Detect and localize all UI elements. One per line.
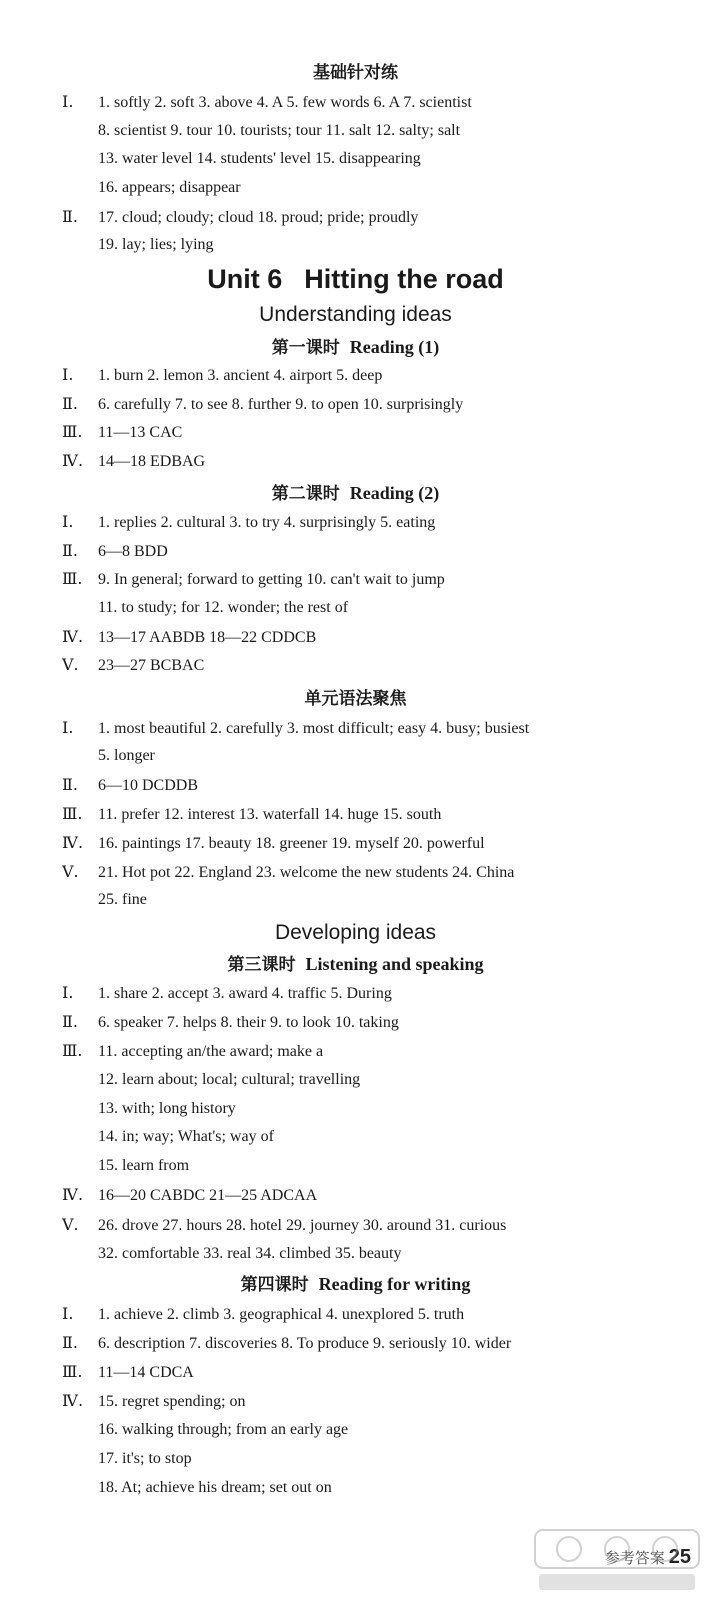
answer-line: [62, 626, 316, 649]
roman-numeral: Ⅰ.: [62, 365, 74, 384]
answer-line: [62, 511, 435, 534]
watermark-logo-icon: [529, 1526, 705, 1596]
section-title-grammar: 单元语法聚焦: [304, 689, 407, 709]
answer-line: [98, 1126, 274, 1148]
answer-line: [62, 861, 514, 884]
answer-text: 11—14 CDCA: [98, 1364, 194, 1381]
answer-line: [62, 982, 392, 1005]
roman-numeral: Ⅳ.: [62, 833, 84, 852]
answer-text: 16—20 CABDC 21—25 ADCAA: [98, 1187, 318, 1204]
answer-text: 16. walking through; from an early age: [98, 1421, 349, 1438]
roman-numeral: Ⅰ.: [62, 1304, 74, 1323]
answer-line: [98, 1098, 236, 1120]
answer-text: 6—8 BDD: [98, 543, 168, 560]
answer-line: [62, 540, 168, 563]
answer-text: 23—27 BCBAC: [98, 657, 205, 674]
answer-text: 6. speaker 7. helps 8. their 9. to look 10. taking: [98, 1014, 399, 1031]
lesson-title-4: [0, 1273, 711, 1296]
answer-text: 1. achieve 2. climb 3. geographical 4. unexplored 5. truth: [98, 1306, 465, 1323]
roman-numeral: Ⅰ.: [62, 512, 74, 531]
subsection-title-developing: Developing ideas: [274, 921, 437, 944]
answer-text: 19. lay; lies; lying: [98, 236, 214, 253]
answer-text: 13. with; long history: [98, 1100, 236, 1117]
answer-text: 21. Hot pot 22. England 23. welcome the new students 24. China: [98, 864, 515, 881]
answer-line: [62, 1361, 194, 1384]
answer-line: [98, 1069, 360, 1091]
answer-text: 13—17 AABDB 18—22 CDDCB: [98, 629, 317, 646]
answer-text: 25. fine: [98, 891, 147, 908]
lesson-cn: 第三课时: [227, 955, 296, 975]
roman-numeral: Ⅱ.: [62, 1333, 78, 1352]
answer-line: [62, 717, 529, 740]
answer-text: 13. water level 14. students' level 15. disappearing: [98, 150, 421, 167]
answer-line: [62, 91, 472, 114]
section-title-basic-practice: 基础针对练: [313, 63, 398, 83]
footer-label: 参考答案: [604, 1549, 665, 1567]
answer-text: 11. prefer 12. interest 13. waterfall 14. huge 15. south: [98, 806, 442, 823]
answer-text: 32. comfortable 33. real 34. climbed 35. beauty: [98, 1245, 402, 1262]
answer-line: [98, 745, 155, 767]
answer-text: 26. drove 27. hours 28. hotel 29. journey 30. around 31. curious: [98, 1217, 507, 1234]
roman-numeral: Ⅰ.: [62, 718, 74, 737]
answer-line: [62, 568, 445, 591]
answer-line: [62, 1040, 323, 1063]
answer-line: [62, 1214, 506, 1237]
roman-numeral: Ⅴ.: [62, 1215, 79, 1234]
answer-text: 6—10 DCDDB: [98, 777, 199, 794]
roman-numeral: Ⅳ.: [62, 451, 84, 470]
lesson-en: Reading (1): [349, 337, 440, 357]
roman-numeral: Ⅳ.: [62, 1185, 84, 1204]
answer-line: [98, 1477, 332, 1499]
answer-text: 11—13 CAC: [98, 424, 183, 441]
roman-numeral: Ⅱ.: [62, 775, 78, 794]
answer-line: [62, 1303, 464, 1326]
answer-line: [62, 1184, 317, 1207]
roman-numeral: Ⅰ.: [62, 92, 74, 111]
roman-numeral: Ⅲ.: [62, 569, 83, 588]
answer-text: 16. appears; disappear: [98, 179, 241, 196]
lesson-title-2: [0, 482, 711, 505]
lesson-en: Reading (2): [349, 483, 440, 503]
answer-line: [98, 234, 214, 256]
answer-line: [98, 1419, 348, 1441]
answer-line: [62, 1390, 246, 1413]
answer-text: 1. replies 2. cultural 3. to try 4. surprisingly 5. eating: [98, 514, 436, 531]
answer-text: 17. cloud; cloudy; cloud 18. proud; pride; proudly: [98, 209, 419, 226]
answer-text: 1. most beautiful 2. carefully 3. most difficult; easy 4. busy; busiest: [98, 720, 530, 737]
answer-line: [98, 1448, 192, 1470]
answer-line: [62, 421, 182, 444]
answer-line: [62, 206, 418, 229]
lesson-en: Reading for writing: [318, 1274, 471, 1294]
answer-line: [62, 774, 198, 797]
page-number: 25: [668, 1546, 691, 1568]
answer-line: [98, 148, 421, 170]
answer-text: 9. In general; forward to getting 10. can't wait to jump: [98, 571, 445, 588]
roman-numeral: Ⅰ.: [62, 983, 74, 1002]
roman-numeral: Ⅳ.: [62, 627, 84, 646]
roman-numeral: Ⅲ.: [62, 422, 83, 441]
roman-numeral: Ⅱ.: [62, 1012, 78, 1031]
lesson-en: Listening and speaking: [305, 954, 484, 974]
roman-numeral: Ⅲ.: [62, 1041, 83, 1060]
answer-text: 11. accepting an/the award; make a: [98, 1043, 324, 1060]
roman-numeral: Ⅲ.: [62, 804, 83, 823]
answer-text: 12. learn about; local; cultural; travelling: [98, 1071, 361, 1088]
answer-line: [62, 393, 463, 416]
answer-text: 8. scientist 9. tour 10. tourists; tour 11. salt 12. salty; salt: [98, 122, 461, 139]
answer-text: 14. in; way; What's; way of: [98, 1128, 274, 1145]
answer-text: 18. At; achieve his dream; set out on: [98, 1479, 332, 1496]
answer-text: 6. carefully 7. to see 8. further 9. to open 10. surprisingly: [98, 396, 464, 413]
answer-text: 15. regret spending; on: [98, 1393, 246, 1410]
lesson-cn: 第二课时: [271, 484, 340, 504]
unit-number: Unit 6: [207, 264, 283, 294]
answer-text: 17. it's; to stop: [98, 1450, 192, 1467]
answer-line: [62, 654, 204, 677]
answer-line: [62, 1011, 399, 1034]
roman-numeral: Ⅱ.: [62, 394, 78, 413]
answer-text: 14—18 EDBAG: [98, 453, 206, 470]
answer-line: [98, 597, 348, 619]
answer-line: [62, 1332, 511, 1355]
answer-line: [98, 120, 460, 142]
unit-name: Hitting the road: [304, 264, 504, 294]
lesson-cn: 第四课时: [240, 1275, 309, 1295]
roman-numeral: Ⅱ.: [62, 541, 78, 560]
roman-numeral: Ⅳ.: [62, 1391, 84, 1410]
answer-line: [98, 1243, 401, 1265]
answer-text: 6. description 7. discoveries 8. To produce 9. seriously 10. wider: [98, 1335, 512, 1352]
lesson-cn: 第一课时: [271, 338, 340, 358]
unit-title: [0, 262, 711, 296]
answer-text: 15. learn from: [98, 1157, 190, 1174]
roman-numeral: Ⅴ.: [62, 655, 79, 674]
answer-text: 1. softly 2. soft 3. above 4. A 5. few words 6. A 7. scientist: [98, 94, 472, 111]
answer-text: 1. share 2. accept 3. award 4. traffic 5. During: [98, 985, 392, 1002]
answer-text: 5. longer: [98, 747, 155, 764]
roman-numeral: Ⅱ.: [62, 207, 78, 226]
roman-numeral: Ⅲ.: [62, 1362, 83, 1381]
lesson-title-1: [0, 336, 711, 359]
lesson-title-3: [0, 953, 711, 976]
answer-line: [98, 1155, 189, 1177]
answer-line: [62, 832, 485, 855]
subsection-title-understanding: Understanding ideas: [259, 303, 452, 326]
answer-line: [62, 450, 205, 473]
answer-text: 1. burn 2. lemon 3. ancient 4. airport 5. deep: [98, 367, 383, 384]
answer-line: [98, 889, 147, 911]
answer-line: [98, 177, 241, 199]
answer-text: 11. to study; for 12. wonder; the rest of: [98, 599, 349, 616]
answer-line: [62, 364, 382, 387]
answer-line: [62, 803, 441, 826]
roman-numeral: Ⅴ.: [62, 862, 79, 881]
answer-text: 16. paintings 17. beauty 18. greener 19. myself 20. powerful: [98, 835, 485, 852]
